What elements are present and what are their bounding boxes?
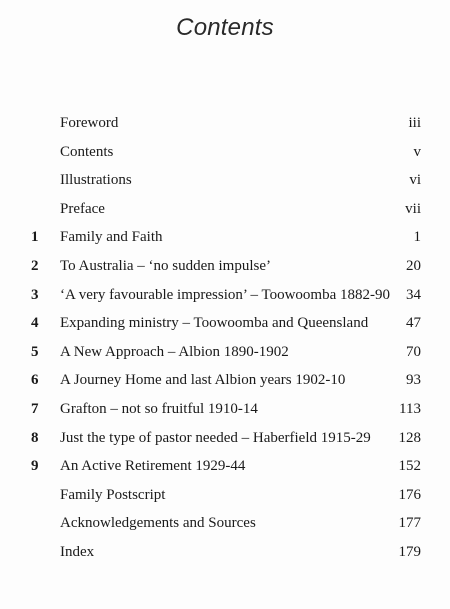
chapter-number: 7 xyxy=(31,400,39,417)
toc-row xyxy=(0,368,450,397)
entry-title: To Australia – ‘no sudden impulse’ xyxy=(60,257,272,274)
toc-row xyxy=(0,540,450,569)
chapter-number: 9 xyxy=(31,458,39,475)
page-number: 93 xyxy=(406,372,421,389)
page-number: iii xyxy=(408,115,421,131)
page-number: 179 xyxy=(398,543,421,560)
page-title: Contents xyxy=(176,14,274,41)
page-number: v xyxy=(413,143,421,160)
toc-row xyxy=(0,168,450,197)
entry-title: Acknowledgements and Sources xyxy=(60,515,256,532)
entry-title: Family Postscript xyxy=(60,486,166,503)
entry-title: Just the type of pastor needed – Haberfield 1915-29 xyxy=(60,429,371,446)
entry-title: Index xyxy=(60,543,95,560)
page-number: 128 xyxy=(398,429,421,446)
toc-row xyxy=(0,254,450,283)
toc-row xyxy=(0,340,450,369)
page-number: vi xyxy=(409,172,421,189)
entry-title: A New Approach – Albion 1890-1902 xyxy=(60,343,289,360)
entry-title: Family and Faith xyxy=(60,229,163,246)
toc-row xyxy=(0,483,450,512)
entry-title: Grafton – not so fruitful 1910-14 xyxy=(60,400,258,417)
entry-title: A Journey Home and last Albion years 1902-10 xyxy=(60,372,346,389)
page-number: 152 xyxy=(398,458,421,475)
toc-row xyxy=(0,426,450,455)
toc-row xyxy=(0,454,450,483)
entry-title: Preface xyxy=(60,200,105,217)
entry-title: Illustrations xyxy=(60,172,132,189)
chapter-number: 5 xyxy=(31,343,39,360)
toc-row xyxy=(0,140,450,169)
toc-row xyxy=(0,311,450,340)
page-number: 113 xyxy=(399,400,421,417)
chapter-number: 6 xyxy=(31,372,39,389)
entry-title: Foreword xyxy=(60,115,119,131)
page-number: 176 xyxy=(398,486,421,503)
chapter-number: 1 xyxy=(31,229,39,246)
chapter-number: 3 xyxy=(31,286,39,303)
entry-title: Contents xyxy=(60,143,114,160)
table-of-contents xyxy=(0,111,450,569)
toc-row xyxy=(0,197,450,226)
page-number: 177 xyxy=(398,515,421,532)
chapter-number: 4 xyxy=(31,315,39,332)
chapter-number: 2 xyxy=(31,257,39,274)
page-number: 20 xyxy=(406,257,421,274)
toc-row xyxy=(0,111,450,140)
toc-row xyxy=(0,397,450,426)
toc-row xyxy=(0,511,450,540)
entry-title: ‘A very favourable impression’ – Toowoomba 1882-90 xyxy=(60,286,390,303)
page-number: 70 xyxy=(406,343,421,360)
toc-row xyxy=(0,225,450,254)
entry-title: Expanding ministry – Toowoomba and Queensland xyxy=(60,315,369,332)
entry-title: An Active Retirement 1929-44 xyxy=(60,458,246,475)
page-number: vii xyxy=(405,200,421,217)
page-number: 34 xyxy=(406,286,421,303)
chapter-number: 8 xyxy=(31,429,39,446)
page-number: 47 xyxy=(406,315,421,332)
toc-row xyxy=(0,283,450,312)
page-number: 1 xyxy=(413,229,421,246)
